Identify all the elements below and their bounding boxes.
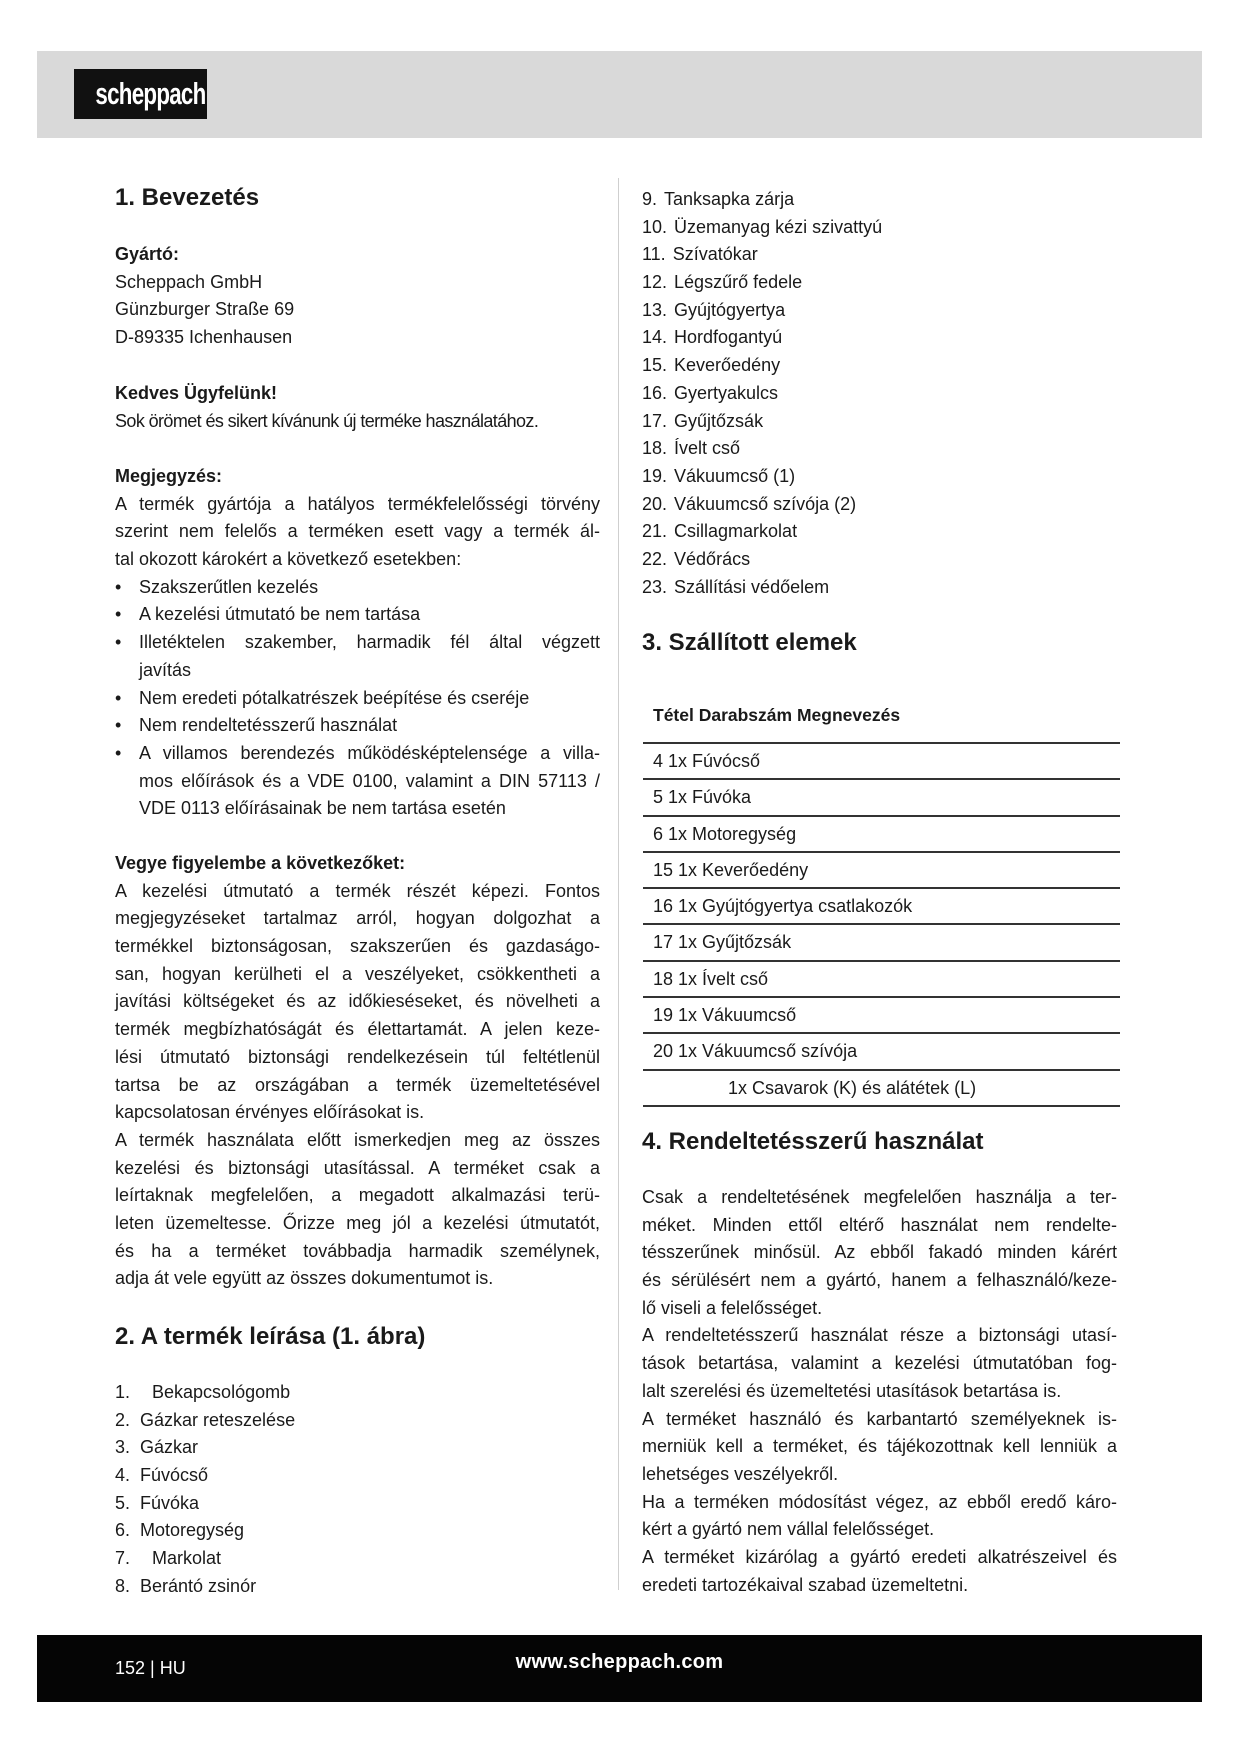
bullet-icon: • [115, 742, 122, 763]
note-block [115, 463, 600, 823]
list-number: 2. [115, 1409, 131, 1430]
list-number: 14. [642, 327, 668, 348]
list-item [115, 1545, 600, 1573]
heading-bevezetes: 1. Bevezetés [115, 184, 260, 211]
list-number: 3. [115, 1437, 131, 1458]
bullet-line: A villamos berendezés működésképtelensége a villa- [139, 742, 600, 763]
heading-intended-use: 4. Rendeltetésszerű használat [642, 1128, 984, 1155]
list-number: 9. [642, 189, 658, 209]
paragraph-line: tal okozott károkért a következő esetekben: [115, 549, 462, 570]
list-number: 5. [115, 1492, 131, 1513]
list-item [642, 491, 1117, 519]
table-row: 17 1x Gyűjtőzsák [643, 925, 1120, 961]
list-label: Szállítási védőelem [674, 576, 830, 597]
table-header: Tétel Darabszám Megnevezés [643, 700, 1120, 744]
paragraph-line: szerint nem felelős a terméken esett vagy a termék ál- [115, 521, 600, 542]
table-row: 19 1x Vákuumcső [643, 998, 1120, 1034]
table-row: 20 1x Vákuumcső szívója [643, 1034, 1120, 1070]
paragraph-line: san, hogyan kerülheti el a veszélyeket, csökkentheti a [115, 963, 600, 984]
bullet-item [115, 685, 600, 713]
list-item [115, 1434, 600, 1462]
list-label: Motoregység [140, 1520, 245, 1541]
list-item [115, 1379, 600, 1407]
manufacturer-block [115, 241, 600, 352]
list-label: Berántó zsinór [140, 1575, 257, 1596]
list-number: 16. [642, 382, 668, 403]
list-item [642, 186, 1117, 214]
list-label: Ívelt cső [674, 438, 741, 459]
notice-title: Vegye figyelembe a következőket: [115, 853, 406, 873]
paragraph-line: tások betartása, valamint a kezelési útmutatóban fog- [642, 1353, 1117, 1374]
supplied-items-table [643, 700, 1120, 1107]
list-number: 22. [642, 548, 668, 569]
bullet-icon: • [115, 715, 122, 736]
paragraph-line: leten üzemeltesse. Őrizze meg jól a kezelési útmutatót, [115, 1212, 600, 1233]
paragraph-line: megjegyzéseket tartalmaz arról, hogyan dolgozhat a [115, 908, 600, 929]
list-label: Gyűjtőzsák [674, 410, 764, 431]
paragraph-line: leírtaknak megfelelően, a megadott alkalmazási terü- [115, 1185, 600, 1206]
paragraph-line: A termék használata előtt ismerkedjen meg az összes [115, 1129, 600, 1150]
section-1-title [115, 183, 600, 213]
list-number: 20. [642, 493, 668, 514]
list-number: 18. [642, 438, 668, 459]
scheppach-logo: scheppach [74, 69, 207, 119]
paragraph-line: A rendeltetésszerű használat része a biztonsági utasí- [642, 1325, 1117, 1346]
list-number: 15. [642, 355, 668, 376]
paragraph-line: A terméket használó és karbantartó személyeknek is- [642, 1408, 1117, 1429]
table-row: 5 1x Fúvóka [643, 780, 1120, 816]
paragraph-line: Ha a terméken módosítást végez, az ebből eredő káro- [642, 1491, 1117, 1512]
list-item [115, 1407, 600, 1435]
list-label: Gázkar [140, 1437, 199, 1458]
list-item [642, 380, 1117, 408]
list-label: Markolat [152, 1548, 222, 1569]
paragraph-line: eredeti tartozékaival szabad üzemeltetni. [642, 1574, 969, 1595]
list-number: 11. [642, 244, 666, 265]
bullet-line: Nem rendeltetésszerű használat [139, 715, 398, 736]
list-number: 21. [642, 521, 668, 542]
heading-product-description: 2. A termék leírása (1. ábra) [115, 1323, 426, 1350]
paragraph-line: lési útmutató biztonsági rendelkezésein túl feltétlenül [115, 1046, 600, 1067]
bullet-line: Nem eredeti pótalkatrészek beépítése és cseréje [139, 687, 530, 708]
paragraph-line: kezelési és biztonsági utasítással. A terméket csak a [115, 1157, 600, 1178]
list-label: Tanksapka zárja [664, 189, 795, 209]
list-label: Légszűrő fedele [674, 272, 803, 293]
bullet-line: Szakszerűtlen kezelés [139, 576, 319, 597]
list-number: 10. [642, 216, 668, 237]
table-row: 18 1x Ívelt cső [643, 962, 1120, 998]
paragraph-line: A terméket kizárólag a gyártó eredeti alkatrészeivel és [642, 1546, 1117, 1567]
bullet-line: mos előírások és a VDE 0100, valamint a DIN 57113 / [139, 770, 600, 791]
list-item [642, 269, 1117, 297]
table-row: 1x Csavarok (K) és alátétek (L) [643, 1071, 1120, 1107]
intended-use-text [642, 1184, 1117, 1599]
list-label: Fúvóka [140, 1492, 200, 1513]
list-item [642, 324, 1117, 352]
list-label: Hordfogantyú [674, 327, 783, 348]
list-number: 19. [642, 465, 668, 486]
note-title: Megjegyzés: [115, 466, 223, 486]
paragraph-line: termék megbízhatóságát és élettartamát. A jelen keze- [115, 1019, 600, 1040]
bullet-line: javítás [139, 659, 192, 680]
greeting-block [115, 380, 600, 435]
paragraph-line: tésszerűnek minősül. Az ebből fakadó minden kárért [642, 1242, 1117, 1263]
list-label: Bekapcsológomb [152, 1382, 291, 1402]
list-item [115, 1573, 600, 1601]
list-label: Gyertyakulcs [674, 382, 779, 403]
paragraph-line: merniük kell a terméket, és tájékozottnak kell lenniük a [642, 1436, 1117, 1457]
list-item [642, 297, 1117, 325]
website-link[interactable]: www.scheppach.com [515, 1651, 724, 1673]
bullet-item [115, 629, 600, 684]
list-label: Szívatókar [672, 244, 758, 265]
bullet-item [115, 601, 600, 629]
paragraph-line: A kezelési útmutató a termék részét képezi. Fontos [115, 880, 600, 901]
list-item [642, 352, 1117, 380]
paragraph-line: adja át vele együtt az összes dokumentumot is. [115, 1268, 494, 1289]
bullet-line: A kezelési útmutató be nem tartása [139, 604, 421, 625]
bullet-item [115, 574, 600, 602]
paragraph-line: méket. Minden ettől eltérő használat nem rendelte- [642, 1214, 1117, 1235]
greeting-text: Sok örömet és sikert kívánunk új terméke használatához. [115, 410, 539, 431]
bullet-icon: • [115, 576, 122, 597]
list-label: Csillagmarkolat [674, 521, 798, 542]
bullet-icon: • [115, 632, 122, 653]
paragraph-line: javítási költségeket és az időkieséseket, és növelheti a [115, 991, 600, 1012]
bullet-item [115, 740, 600, 823]
parts-list-left [115, 1379, 600, 1601]
list-label: Gyújtógyertya [674, 299, 786, 320]
section-4-title [642, 1127, 1117, 1157]
list-item [642, 241, 1117, 269]
notice-block [115, 850, 600, 1293]
list-number: 12. [642, 272, 668, 293]
list-label: Vákuumcső szívója (2) [674, 493, 857, 514]
address-line: Scheppach GmbH [115, 271, 263, 292]
paragraph-line: kapcsolatosan érvényes előírásokat is. [115, 1102, 425, 1123]
manufacturer-label: Gyártó: [115, 244, 180, 264]
list-label: Gázkar reteszelése [140, 1409, 296, 1430]
bullet-item [115, 712, 600, 740]
address-line: Günzburger Straße 69 [115, 299, 295, 320]
list-number: 13. [642, 299, 668, 320]
list-number: 23. [642, 576, 668, 597]
paragraph-line: lő viseli a felelősséget. [642, 1297, 823, 1318]
list-label: Vákuumcső (1) [674, 465, 796, 486]
table-row: 6 1x Motoregység [643, 817, 1120, 853]
section-2-title [115, 1322, 600, 1352]
list-label: Védőrács [674, 548, 751, 569]
heading-supplied-items: 3. Szállított elemek [642, 629, 857, 656]
paragraph-line: lalt szerelési és üzemeltetési utasítások betartása is. [642, 1380, 1062, 1401]
list-number: 1. [115, 1382, 131, 1402]
list-label: Fúvócső [140, 1465, 209, 1486]
list-item [642, 518, 1117, 546]
paragraph-line: A termék gyártója a hatályos termékfelelősségi törvény [115, 493, 600, 514]
list-item [115, 1517, 600, 1545]
list-label: Üzemanyag kézi szivattyú [674, 216, 883, 237]
list-item [642, 408, 1117, 436]
address-line: D-89335 Ichenhausen [115, 327, 293, 348]
table-row: 16 1x Gyújtógyertya csatlakozók [643, 889, 1120, 925]
list-item [115, 1490, 600, 1518]
list-number: 4. [115, 1465, 131, 1486]
page-header-band [37, 51, 1202, 138]
greeting-title: Kedves Ügyfelünk! [115, 383, 278, 403]
paragraph-line: Csak a rendeltetésének megfelelően használja a ter- [642, 1187, 1117, 1207]
list-item [642, 546, 1117, 574]
list-item [642, 435, 1117, 463]
list-label: Keverőedény [674, 355, 781, 376]
section-3-title [642, 628, 1117, 658]
table-row: 4 1x Fúvócső [643, 744, 1120, 780]
paragraph-line: kért a gyártó nem vállal felelősséget. [642, 1519, 935, 1540]
list-number: 7. [115, 1548, 131, 1569]
parts-list-right [642, 186, 1117, 601]
bullet-icon: • [115, 604, 122, 625]
list-number: 6. [115, 1520, 131, 1541]
list-item [642, 574, 1117, 602]
list-item [642, 214, 1117, 242]
paragraph-line: termékkel biztonságosan, szakszerűen és gazdaságo- [115, 936, 600, 957]
table-row: 15 1x Keverőedény [643, 853, 1120, 889]
bullet-line: VDE 0113 előírásainak be nem tartása esetén [139, 798, 506, 819]
paragraph-line: és sérülésért nem a gyártó, hanem a felhasználó/keze- [642, 1270, 1117, 1291]
paragraph-line: tartsa be az országában a termék üzemeltetésével [115, 1074, 600, 1095]
list-item [115, 1462, 600, 1490]
paragraph-line: és ha a terméket továbbadja harmadik személynek, [115, 1240, 600, 1261]
list-number: 8. [115, 1575, 131, 1596]
page-footer [37, 1635, 1202, 1702]
column-divider [618, 178, 619, 1590]
page-number: 152 | HU [115, 1658, 186, 1678]
list-item [642, 463, 1117, 491]
list-number: 17. [642, 410, 668, 431]
bullet-icon: • [115, 687, 122, 708]
paragraph-line: lehetséges veszélyekről. [642, 1463, 839, 1484]
bullet-line: Illetéktelen szakember, harmadik fél által végzett [139, 632, 600, 653]
